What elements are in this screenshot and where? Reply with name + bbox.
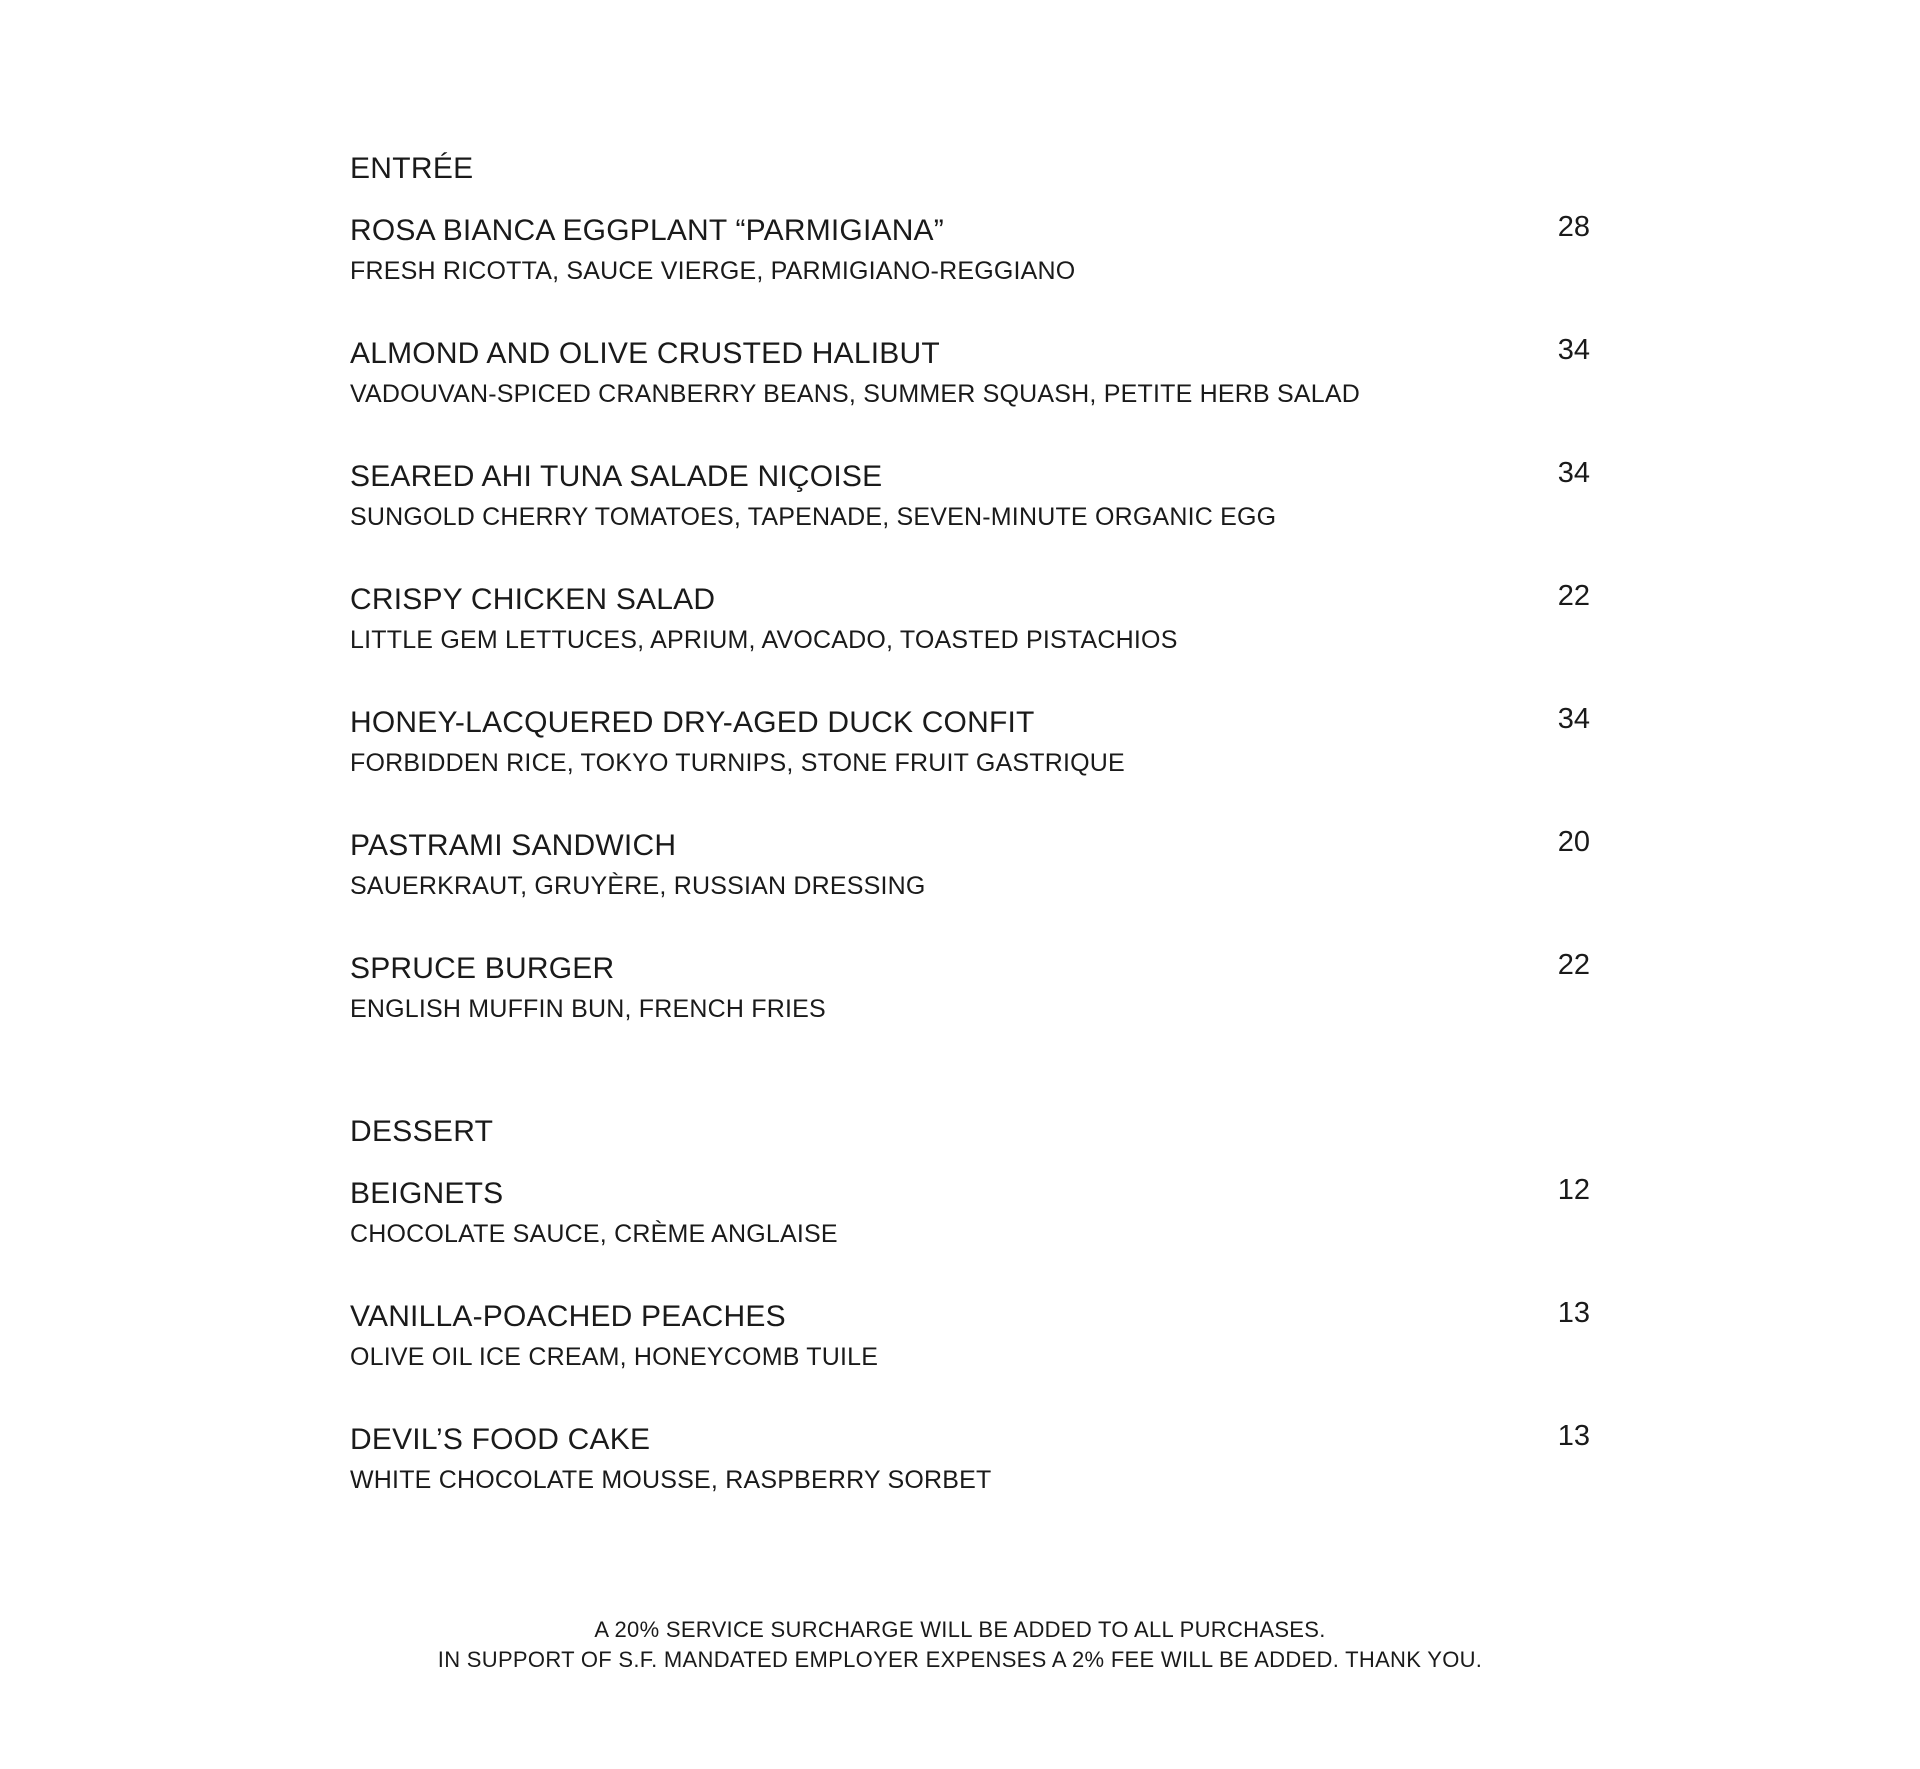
menu-item xyxy=(350,705,1590,785)
item-price: 13 xyxy=(1557,1420,1590,1452)
item-name: CRISPY CHICKEN SALAD xyxy=(350,583,716,616)
item-description: CHOCOLATE SAUCE, CRÈME ANGLAISE xyxy=(350,1220,838,1248)
item-description: SAUERKRAUT, GRUYÈRE, RUSSIAN DRESSING xyxy=(350,872,926,900)
item-price: 22 xyxy=(1557,949,1590,981)
item-name: DEVIL’S FOOD CAKE xyxy=(350,1423,651,1456)
item-name: BEIGNETS xyxy=(350,1177,504,1210)
item-price: 34 xyxy=(1557,334,1590,366)
menu-item xyxy=(350,213,1590,293)
menu-item xyxy=(350,459,1590,539)
item-description: FRESH RICOTTA, SAUCE VIERGE, PARMIGIANO-REGGIANO xyxy=(350,257,1076,285)
menu-item xyxy=(350,1422,1590,1502)
entree-section-title: ENTRÉE xyxy=(350,152,474,185)
item-description: WHITE CHOCOLATE MOUSSE, RASPBERRY SORBET xyxy=(350,1466,992,1494)
item-name: ROSA BIANCA EGGPLANT “PARMIGIANA” xyxy=(350,214,944,247)
employer-fee-notice-line: IN SUPPORT OF S.F. MANDATED EMPLOYER EXPENSES A 2% FEE WILL BE ADDED. THANK YOU. xyxy=(437,1647,1483,1672)
item-description: SUNGOLD CHERRY TOMATOES, TAPENADE, SEVEN-MINUTE ORGANIC EGG xyxy=(350,503,1277,531)
item-price: 28 xyxy=(1557,211,1590,243)
service-charge-notice xyxy=(0,1615,1920,1675)
item-price: 20 xyxy=(1557,826,1590,858)
item-name: HONEY-LACQUERED DRY-AGED DUCK CONFIT xyxy=(350,706,1035,739)
item-description: VADOUVAN-SPICED CRANBERRY BEANS, SUMMER SQUASH, PETITE HERB SALAD xyxy=(350,380,1360,408)
item-name: ALMOND AND OLIVE CRUSTED HALIBUT xyxy=(350,337,940,370)
surcharge-notice-line: A 20% SERVICE SURCHARGE WILL BE ADDED TO ALL PURCHASES. xyxy=(594,1617,1326,1642)
item-description: LITTLE GEM LETTUCES, APRIUM, AVOCADO, TOASTED PISTACHIOS xyxy=(350,626,1178,654)
item-price: 34 xyxy=(1557,703,1590,735)
menu-item xyxy=(350,336,1590,416)
item-description: OLIVE OIL ICE CREAM, HONEYCOMB TUILE xyxy=(350,1343,879,1371)
item-description: FORBIDDEN RICE, TOKYO TURNIPS, STONE FRUIT GASTRIQUE xyxy=(350,749,1125,777)
item-name: SEARED AHI TUNA SALADE NIÇOISE xyxy=(350,460,883,493)
item-price: 12 xyxy=(1557,1174,1590,1206)
menu-item xyxy=(350,828,1590,908)
item-description: ENGLISH MUFFIN BUN, FRENCH FRIES xyxy=(350,995,826,1023)
menu-item xyxy=(350,1176,1590,1256)
item-name: PASTRAMI SANDWICH xyxy=(350,829,677,862)
item-name: VANILLA-POACHED PEACHES xyxy=(350,1300,786,1333)
item-price: 22 xyxy=(1557,580,1590,612)
menu-item xyxy=(350,582,1590,662)
menu-item xyxy=(350,1299,1590,1379)
item-price: 34 xyxy=(1557,457,1590,489)
menu-item xyxy=(350,951,1590,1031)
item-price: 13 xyxy=(1557,1297,1590,1329)
dessert-section-title: DESSERT xyxy=(350,1115,494,1148)
item-name: SPRUCE BURGER xyxy=(350,952,615,985)
